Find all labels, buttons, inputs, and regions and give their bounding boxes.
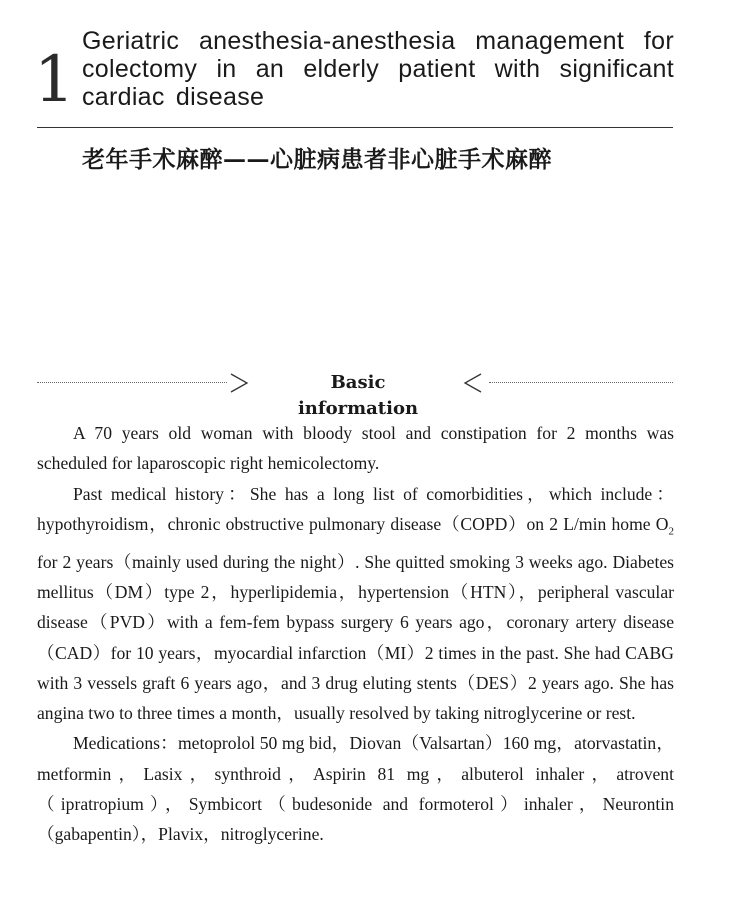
dotted-rule-right bbox=[489, 382, 673, 383]
history-text-part2: for 2 years（mainly used during the night）. She quitted smoking 3 weeks ago. Diabetes mellitus（DM）type 2，hyperlipidemia，hypertension（HTN），peripheral vascular disease（PVD）with a fem-fem bypass surgery 6 years ago，coronary artery disease（CAD）for 10 years，myocardial infarction（MI）2 times in the past. She had CABG with 3 vessels graft 6 years ago，and 3 drug eluting stents（DES）2 years ago. She has angina two to three times a month，usually resolved by taking nitroglycerine or rest. bbox=[37, 551, 674, 724]
body-text bbox=[37, 418, 674, 850]
section-title: Basic information bbox=[297, 372, 419, 419]
chapter-number: 1 bbox=[34, 43, 75, 117]
chevron-left-icon bbox=[461, 371, 485, 395]
chapter-title: Geriatric anesthesia-anesthesia management for colectomy in an elderly patient with significant cardiac disease bbox=[82, 27, 674, 111]
oxygen-subscript: 2 bbox=[668, 525, 674, 538]
title-divider bbox=[37, 127, 673, 128]
paragraph-presentation: A 70 years old woman with bloody stool and constipation for 2 months was scheduled for laparoscopic right hemicolectomy. bbox=[37, 423, 674, 474]
chapter-subtitle-chinese: 老年手术麻醉——心脏病患者非心脏手术麻醉 bbox=[82, 146, 552, 173]
history-text-part1: Past medical history：She has a long list of comorbidities，which include：hypothyroidism，chronic obstructive pulmonary disease（COPD）on 2 L/min home O bbox=[37, 483, 674, 534]
paragraph-medications: Medications：metoprolol 50 mg bid，Diovan（Valsartan）160 mg，atorvastatin，metformin，Lasix，synthroid，Aspirin 81 mg，albuterol inhaler，atrovent（ipratropium），Symbicort（budesonide and formoterol）inhaler，Neurontin（gabapentin），Plavix，nitroglycerine. bbox=[37, 733, 674, 845]
dotted-rule-left bbox=[37, 382, 227, 383]
paragraph-medical-history bbox=[37, 479, 674, 729]
section-header bbox=[37, 368, 673, 419]
chevron-right-icon bbox=[227, 371, 251, 395]
